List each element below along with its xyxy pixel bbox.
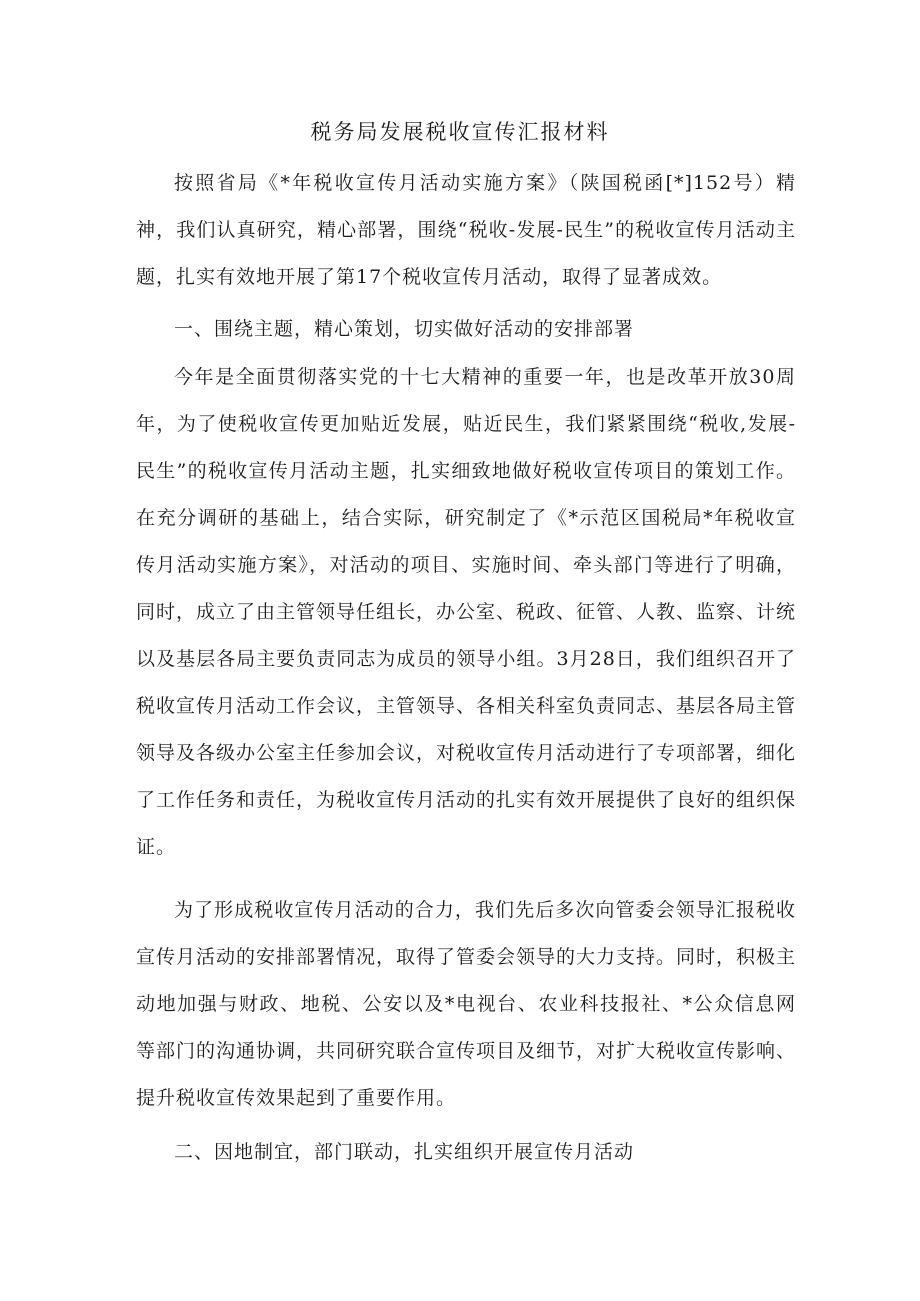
document-title: 税务局发展税收宣传汇报材料: [310, 120, 610, 144]
intro-paragraph: 按照省局《*年税收宣传月活动实施方案》（陕国税函[*]152号）精神，我们认真研究，精心部署，围绕“税收-发展-民生”的税收宣传月活动主题，扎实有效地开展了第17个税收宣传月活动，取得了显著成效。: [136, 172, 796, 288]
section-1-paragraph-1: 今年是全面贯彻落实党的十七大精神的重要一年，也是改革开放30周年，为了使税收宣传更加贴近发展，贴近民生，我们紧紧围绕“税收,发展-民生”的税收宣传月活动主题，扎实细致地做好税收宣传项目的策划工作。在充分调研的基础上，结合实际，研究制定了《*示范区国税局*年税收宣传月活动实施方案》，对活动的项目、实施时间、牵头部门等进行了明确，同时，成立了由主管领导任组长，办公室、税政、征管、人教、监察、计统以及基层各局主要负责同志为成员的领导小组。3月28日，我们组织召开了税收宣传月活动工作会议，主管领导、各相关科室负责同志、基层各局主管领导及各级办公室主任参加会议，对税收宣传月活动进行了专项部署，细化了工作任务和责任，为税收宣传月活动的扎实有效开展提供了良好的组织保证。: [136, 366, 797, 858]
section-heading-2: 二、因地制宜，部门联动，扎实组织开展宣传月活动: [174, 1141, 635, 1163]
section-1-paragraph-2: 为了形成税收宣传月活动的合力，我们先后多次向管委会领导汇报税收宣传月活动的安排部署情况，取得了管委会领导的大力支持。同时，积极主动地加强与财政、地税、公安以及*电视台、农业科技报社、*公众信息网等部门的沟通协调，共同研究联合宣传项目及细节，对扩大税收宣传影响、提升税收宣传效果起到了重要作用。: [136, 899, 797, 1109]
section-heading-1: 一、围绕主题，精心策划，切实做好活动的安排部署: [174, 318, 635, 340]
